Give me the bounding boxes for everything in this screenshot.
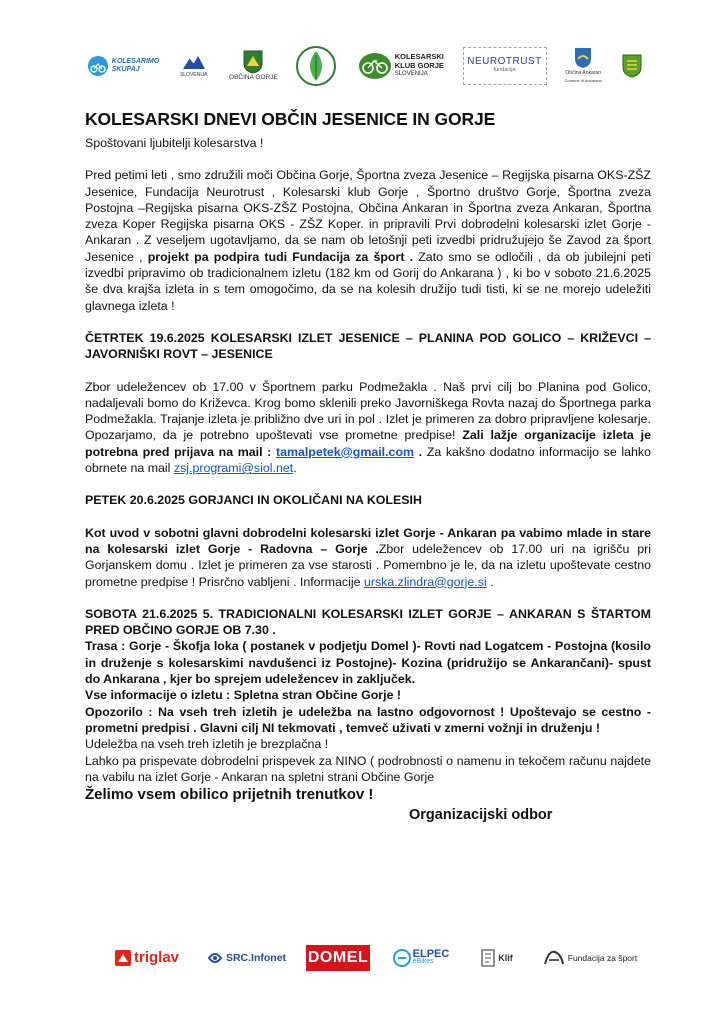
elpec-circle-icon — [393, 949, 411, 967]
cyclist-icon — [87, 55, 109, 77]
thursday-text-2: Za kakšno dodatno informacijo se lahko obrnete na mail — [85, 444, 651, 476]
email-link-zsj[interactable]: zsj.programi@siol.net — [173, 461, 294, 476]
shield-logo — [620, 54, 644, 78]
kolesarimo-line1: KOLESARIMO — [111, 58, 160, 65]
fzs-label: Fundacija za šport — [567, 953, 638, 963]
elpec-line1: ELPEC — [412, 948, 450, 960]
document-body — [85, 108, 651, 824]
sponsor-logos-bottom — [108, 938, 640, 978]
thursday-text: Zbor udeležencev ob 17.00 v Športnem parku Podmežakla . Naš prvi cilj bo Planina pod Golico, nadaljevali bomo do Križevca. Krog bomo sklenili preko Javorniškega Rovta nazaj do Športnega parka Podmežakla. Trajanje izleta je približno dve uri in pol . Izlet je primeren za dobro pripravljene kolesarje. Opozarjamo, da je potrebno upoštevati vse prometne predpise! — [85, 379, 651, 443]
saturday-route: Trasa : Gorje - Škofja loka ( postanek v podjetju Domel )- Rovti nad Logatcem - Postojna (kosilo in druženje s kolesarskimi navdušenci iz Postojne)- Kozina (pridružijo se Ankarančani)- spust do Ankarana , kjer bo sprejem udeležencev in zaključek. — [85, 639, 651, 687]
ankaran-line2: Comune di Ancarano — [564, 78, 602, 83]
neurotrust-sub: fundacija — [493, 67, 516, 73]
sd-gorje-logo — [293, 43, 339, 89]
section-thursday-title: ČETRTEK 19.6.2025 KOLESARSKI IZLET JESENICE – PLANINA POD GOLICO – KRIŽEVCI – JAVORNIŠKI ROVT – JESENICE — [85, 330, 651, 362]
fs-mark-icon — [543, 948, 565, 968]
email-link-urska[interactable]: urska.zlindra@gorje.si — [363, 574, 487, 589]
obcina-ankaran-logo — [558, 47, 608, 85]
coat-of-arms-icon — [243, 50, 263, 74]
obcina-gorje-label: OBČINA GORJE — [229, 74, 278, 81]
kolesarimo-line2: SKUPAJ — [111, 66, 140, 73]
kk-gorje-line1: KOLESARSKI — [394, 52, 444, 62]
slovenia-label: SLOVENIJA — [179, 72, 208, 78]
green-shield-icon — [622, 54, 642, 78]
intro-paragraph — [85, 167, 651, 314]
document-title: KOLESARSKI DNEVI OBČIN JESENICE IN GORJE — [85, 109, 496, 129]
intro-text: Pred petimi leti , smo združili moči Občina Gorje, Športna zveza Jesenice – Regijska pisarna OKS-ZŠZ Jesenice, Fundacija Neurotrust , Kolesarski klub Gorje , Športno društvo Gorje, Športna zveza Postojna –Regijska pisarna OKS-ZŠZ Postojna, Občina Ankaran in Športna zveza Ankaran, Športna zveza Koper Regijska pisarna OKS - ZŠZ Koper. in pripravili Prvi dobrodelni kolesarski izlet Gorje - Ankaran . Z veseljem ugotavljamo, da se nam ob letošnji peti izvedbi pridružujejo še Zavod za šport Jesenice , — [85, 168, 651, 264]
klif-label: Klif — [498, 953, 513, 963]
intro-text-2: Zato smo se odločili , da ob jubilejni peti izvedbi pripravimo ob tradicionalnem izletu (182 km od Gorij do Ankarana ) , ki bo v soboto 21.6.2025 še dva krajša izleta in s tem omogočimo, da se na kolesih družijo tudi tisti, ki se ne morejo udeležiti glavnega izleta ! — [85, 249, 651, 313]
triglav-logo — [108, 950, 186, 966]
kk-gorje-line3: SLOVENIJA — [394, 71, 428, 78]
saturday-free: Udeležba na vseh treh izletih je brezplačna ! — [85, 737, 329, 752]
signature: Organizacijski odbor — [409, 807, 553, 824]
sd-gorje-emblem-icon — [296, 43, 336, 89]
src-logo — [204, 949, 288, 967]
fundacija-za-sport-logo — [540, 948, 640, 968]
triglav-label: triglav — [133, 949, 179, 966]
domel-logo — [306, 945, 370, 971]
kk-gorje-logo — [351, 52, 451, 80]
slovenia-olympic-logo — [174, 53, 214, 79]
klif-logo — [472, 949, 522, 967]
neurotrust-logo — [463, 47, 547, 85]
src-label: SRC.Infonet — [225, 952, 287, 964]
sponsor-logos-top — [84, 40, 644, 92]
domel-label: DOMEL — [307, 949, 369, 966]
ankaran-crest-icon — [574, 47, 592, 69]
section-friday-text — [85, 525, 651, 590]
elpec-line2: eBikes — [412, 958, 434, 965]
saturday-donate: Lahko pa prispevate dobrodelni prispevek za NINO ( podrobnosti o namenu in tekočem računu najdete na vabilu na izlet Gorje - Ankaran na spletni strani Občine Gorje — [85, 753, 651, 784]
ankaran-line1: Občina Ankaran — [565, 70, 602, 76]
saturday-warning: Opozorilo : Na vseh treh izletih je udeležba na lastno odgovornost ! Upoštevajo se cestno -prometni predpisi . Glavni cilj NI tekmovati , temveč uživati v zmerni vožnji in druženju ! — [85, 704, 651, 735]
thursday-dot: . — [414, 444, 423, 459]
section-saturday-title: SOBOTA 21.6.2025 5. TRADICIONALNI KOLESARSKI IZLET GORJE – ANKARAN S ŠTARTOM PRED OBČINO GORJE OB 7.30 . — [85, 606, 651, 638]
section-friday-title: PETEK 20.6.2025 GORJANCI IN OKOLIČANI NA KOLESIH — [85, 493, 422, 508]
friday-bold: Kot uvod v sobotni glavni dobrodelni kolesarski izlet Gorje - Ankaran pa vabimo mlade in stare na kolesarski izlet Gorje - Radovna – Gorje . — [85, 525, 651, 556]
friday-text: Zbor udeležencev ob 17.00 uri na igrišču pri Gorjanskem domu . Izlet je primeren za vse starosti . Pomembno je le, da na izletu upoštevate cestno prometne predpise ! Prisrčno vabljeni . Informacije — [85, 541, 652, 589]
kk-gorje-line2: KLUB GORJE — [394, 60, 444, 70]
email-link-tamalpetek[interactable]: tamalpetek@gmail.com — [275, 444, 415, 459]
intro-bold: projekt pa podpira tudi Fundacija za šport . — [147, 249, 414, 264]
triglav-mark-icon — [115, 950, 131, 966]
obcina-gorje-logo — [225, 50, 281, 82]
thursday-registration: Zali lažje organizacije izleta je potrebna pred prijava na mail : — [85, 428, 651, 459]
closing-wish: Želimo vsem obilico prijetnih trenutkov ! — [85, 786, 374, 804]
greeting: Spoštovani ljubitelji kolesarstva ! — [85, 136, 264, 150]
mountain-icon — [181, 53, 207, 71]
src-swirl-icon — [206, 949, 224, 967]
section-thursday-text: Zbor udeležencev ob 17.00 v Športnem parku Podmežakla . Naš prvi cilj bo Planina pod Golico, nadaljevali bomo do Križevca. Krog bomo sklenili preko Javorniškega Rovta nazaj do Športnega parka Podmežakla. Trajanje izleta je približno dve uri in pol . Izlet je primeren za dobro pripravljene kolesarje. Opozarjamo, da je potrebno upoštevati vse prometne predpise! Zali lažje organizacije izleta je potrebna pred prijava na mail : tamalpetek@gmail.com . Za kakšno dodatno informacijo se lahko obrnete na mail zsj.programi@siol.net. — [85, 379, 651, 476]
elpec-logo — [388, 949, 454, 967]
bicycle-icon — [358, 52, 392, 80]
kolesarimo-logo — [84, 55, 162, 77]
neurotrust-label: NEUROTRUST — [467, 56, 542, 67]
saturday-info: Vse informacije o izletu : Spletna stran Občine Gorje ! — [85, 688, 402, 703]
friday-end: . — [486, 574, 494, 589]
klif-mark-icon — [481, 949, 495, 967]
